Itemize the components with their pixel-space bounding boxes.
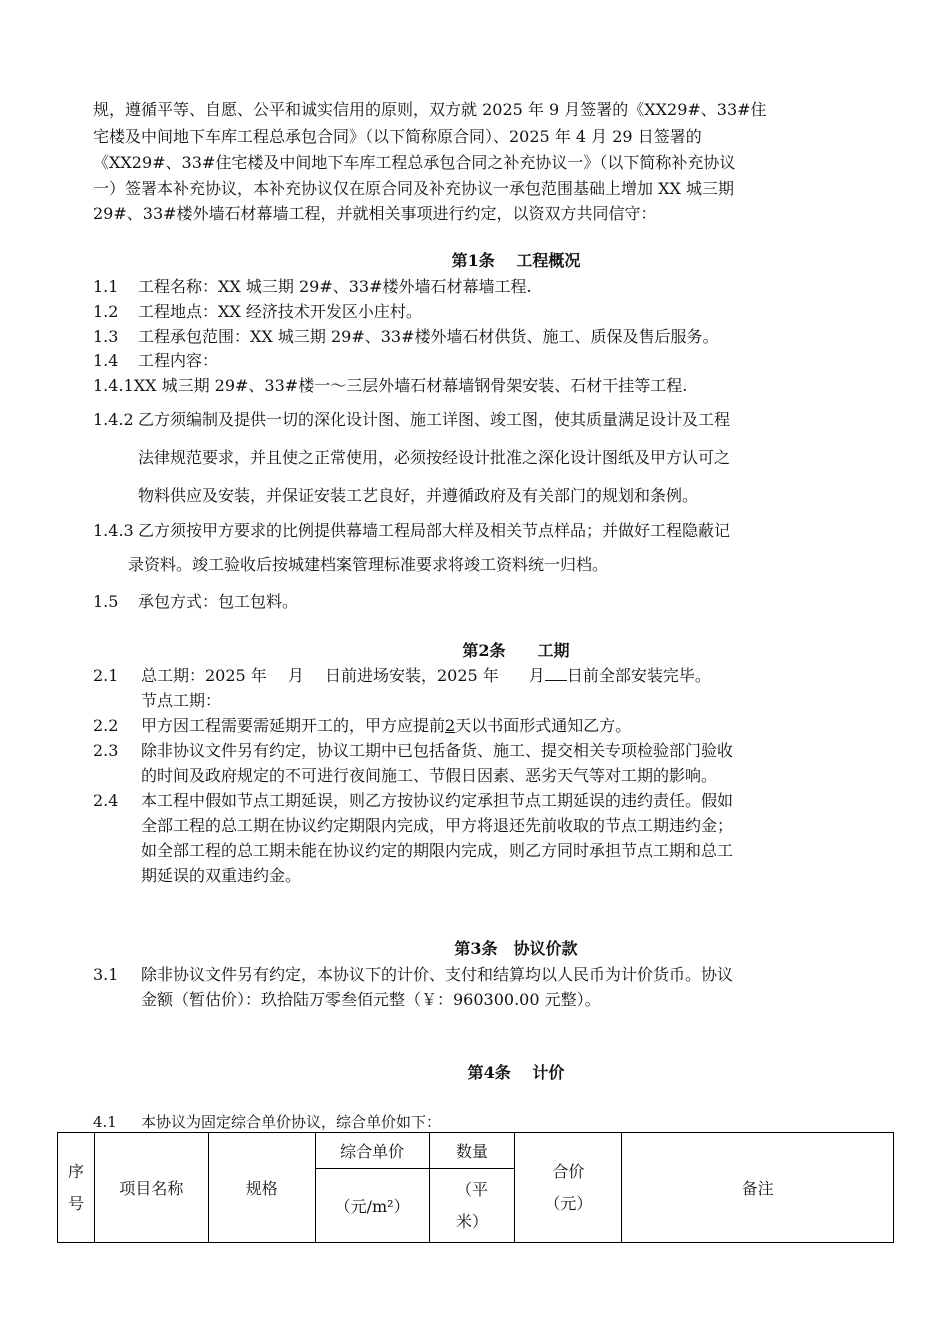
clause-text: 录资料。竣工验收后按城建档案管理标准要求将竣工资料统一归档。	[128, 555, 609, 574]
intro-line: 规，遵循平等、自愿、公平和诚实信用的原则，双方就 2025 年 9 月签署的《XX29#、33#住	[93, 100, 767, 119]
clause-number: 2.3	[93, 741, 119, 760]
clause-2-1: 2.1 总工期：2025 年 月 日前进场安装，2025 年 月 日前全部安装完毕。	[93, 666, 711, 685]
article-2-heading: 第2条 工期	[462, 641, 570, 660]
header-quantity-unit: （平 米）	[429, 1169, 515, 1243]
article-4-heading: 第4条 计价	[467, 1063, 565, 1082]
clause-text: 工程地点：XX 经济技术开发区小庄村。	[138, 302, 422, 321]
header-item-name: 项目名称	[94, 1133, 208, 1243]
clause-text: 工程内容：	[138, 351, 219, 370]
clause-text: 承包方式：包工包料。	[138, 592, 299, 611]
clause-2-2: 2.2 甲方因工程需要需延期开工的，甲方应提前2天以书面形式通知乙方。	[93, 716, 632, 735]
clause-1-1	[93, 274, 532, 297]
clause-number: 1.4.2	[93, 410, 134, 429]
intro-line: 29#、33#楼外墙石材幕墙工程，并就相关事项进行约定，以资双方共同信守：	[93, 204, 657, 223]
header-remark: 备注	[622, 1133, 894, 1243]
clause-1-4-1: 1.4.1XX 城三期 29#、33#楼一～三层外墙石材幕墙钢骨架安装、石材干挂等工程.	[93, 376, 688, 395]
clause-number: 3.1	[93, 965, 119, 984]
clause-number: 1.4.3	[93, 521, 134, 540]
clause-number: 1.5	[93, 592, 119, 611]
article-3-heading: 第3条 协议价款	[454, 939, 578, 958]
clause-1-4	[93, 348, 218, 371]
notice-days: 2	[445, 716, 456, 735]
header-spec: 规格	[208, 1133, 315, 1243]
clause-text: 工程名称：XX 城三期 29#、33#楼外墙石材幕墙工程.	[138, 277, 532, 296]
clause-1-2	[93, 299, 422, 322]
clause-number: 1.1	[93, 277, 119, 296]
header-total: 合价 （元）	[515, 1133, 622, 1243]
clause-number: 2.2	[93, 716, 119, 735]
header-quantity: 数量	[429, 1133, 515, 1169]
clause-text: 乙方须按甲方要求的比例提供幕墙工程局部大样及相关节点样品；并做好工程隐蔽记	[138, 521, 731, 540]
clause-text: 乙方须编制及提供一切的深化设计图、施工详图、竣工图，使其质量满足设计及工程	[138, 410, 731, 429]
clause-number: 2.4	[93, 791, 119, 810]
article-1-heading: 第1条 工程概况	[451, 251, 581, 270]
clause-number: 1.2	[93, 302, 119, 321]
intro-line: 宅楼及中间地下车库工程总承包合同》（以下简称原合同）、2025 年 4 月 29 日签署的	[93, 127, 702, 146]
clause-number: 4.1	[93, 1113, 117, 1131]
header-seq: 序 号	[58, 1133, 95, 1243]
header-unit-price: 综合单价	[315, 1133, 429, 1169]
intro-line: 一）签署本补充协议，本补充协议仅在原合同及补充协议一承包范围基础上增加 XX 城三期	[93, 179, 734, 198]
clause-text: 物料供应及安装，并保证安装工艺良好，并遵循政府及有关部门的规划和条例。	[138, 486, 699, 505]
clause-text: 法律规范要求，并且使之正常使用，必须按经设计批准之深化设计图纸及甲方认可之	[138, 448, 731, 467]
clause-1-3	[93, 324, 719, 347]
clause-4-1: 4.1 本协议为固定综合单价协议，综合单价如下：	[93, 1113, 442, 1131]
clause-text: 工程承包范围：XX 城三期 29#、33#楼外墙石材供货、施工、质保及售后服务。	[138, 327, 719, 346]
clause-number: 2.1	[93, 666, 119, 685]
clause-number: 1.4	[93, 351, 119, 370]
node-schedule-label: 节点工期：	[141, 691, 222, 710]
clause-1-5	[93, 589, 298, 612]
intro-line: 《XX29#、33#住宅楼及中间地下车库工程总承包合同之补充协议一》（以下简称补充协议	[93, 153, 736, 172]
clause-number: 1.3	[93, 327, 119, 346]
header-unit-price-unit: （元/m²）	[315, 1169, 429, 1243]
unit-price-table	[57, 1132, 894, 1243]
